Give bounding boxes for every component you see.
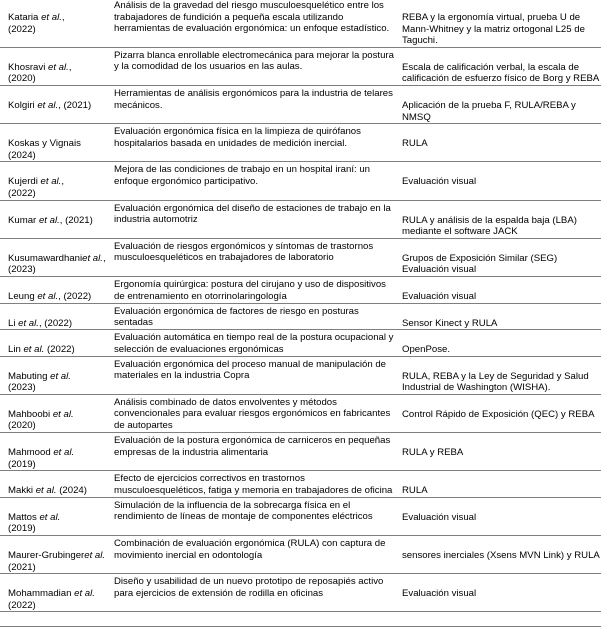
author-cell [0,276,106,303]
description-cell: Simulación de la influencia de la sobrecarga física en el rendimiento de líneas de montaje de componentes eléctricos [106,497,394,535]
author-et-al: et al. [39,511,61,523]
table-row [0,330,601,357]
description-cell: Diseño y usabilidad de un nuevo prototipo de reposapiés activo para ejercicios de extensión de rodilla en oficinas [106,574,394,612]
methods-cell: Evaluación visual [394,276,601,303]
author-name: Mahmood [8,447,54,459]
description-cell: Evaluación de la postura ergonómica de carniceros en pequeñas empresas de la industria alimentaria [106,433,394,471]
table-row [0,303,601,330]
author-name: Mattos [8,511,40,523]
author-et-al: et al. [52,408,74,420]
author-et-al: et al. [41,12,62,23]
table-row [0,471,601,498]
author-et-al: et al. [23,344,45,356]
author-cell [0,303,106,330]
table-row [0,85,601,123]
author-name: Kumar [8,214,39,226]
author-cell [0,124,106,162]
author-et-al: et al. [50,370,71,382]
author-year: , (2021) [58,99,92,111]
methods-cell: Evaluación visual [394,574,601,612]
methods-cell: OpenPose. [394,330,601,357]
methods-cell: RULA, REBA y la Ley de Seguridad y Salud Industrial de Washington (WISHA). [394,356,601,394]
table-row [0,200,601,238]
author-name: Koskas y Vignais [8,138,81,150]
author-et-al: et al. [53,447,75,459]
author-cell [0,162,106,200]
author-et-al: et al. [35,485,57,497]
table-row [0,276,601,303]
methods-cell: sensores inerciales (Xsens MVN Link) y RULA [394,536,601,574]
methods-cell [394,612,601,627]
author-year: , [61,176,65,188]
author-cell [0,471,106,498]
methods-cell: Evaluación visual [394,162,601,200]
author-name: Kataria [8,12,42,23]
methods-cell: REBA y la ergonomía virtual, prueba U de Mann-Whitney y la matriz ortogonal L25 de Taguchi. [394,0,601,47]
author-et-al: et al. [37,290,59,302]
author-name: Makki [8,485,36,497]
author-name: Lin [8,344,24,356]
description-cell [106,612,394,627]
table-row [0,497,601,535]
author-et-al: et al. [37,99,59,111]
author-cell [0,612,106,627]
author-name: Mohammadian [8,588,75,600]
author-year: (2020) [8,420,36,432]
table-row [0,433,601,471]
table-row [0,162,601,200]
author-year: , [61,12,65,23]
description-cell: Pizarra blanca enrollable electromecánica para mejorar la postura y la comodidad de los usuarios en las aulas. [106,47,394,85]
description-cell: Evaluación ergonómica del proceso manual de manipulación de materiales en la industria Copra [106,356,394,394]
author-name: Leung [8,290,38,302]
author-year: , (2022) [38,317,73,329]
description-cell: Herramientas de análisis ergonómicos para la industria de telares mecánicos. [106,85,394,123]
author-cell [0,85,106,123]
methods-cell: RULA [394,124,601,162]
description-cell: Ergonomía quirúrgica: postura del cirujano y uso de dispositivos de entrenamiento en otorrinolaringología [106,276,394,303]
author-name: Mabuting [8,370,51,382]
author-name: Mahboobi [8,408,53,420]
methods-cell: RULA [394,471,601,498]
description-cell: Evaluación de riesgos ergonómicos y síntomas de trastornos musculoesqueléticos en trabajadores de laboratorio [106,238,394,276]
author-year: (2019) [8,523,36,535]
description-cell: Análisis de la gravedad del riesgo musculoesquelético entre los trabajadores de fundición a pequeña escala utilizando herramientas de evaluación ergonómica: un enfoque estadístico. [106,0,394,47]
author-et-al: et al. [84,550,106,562]
author-name: Kujerdi [8,176,41,188]
author-et-al: et al. [74,588,95,600]
table-row [0,612,601,627]
author-name: Li [8,317,19,329]
author-cell [0,497,106,535]
author-et-al: et al. [18,317,39,329]
table-row [0,124,601,162]
table-row [0,574,601,612]
description-cell: Evaluación automática en tiempo real de la postura ocupacional y selección de evaluaciones ergonómicas [106,330,394,357]
author-year: , [68,61,72,73]
author-name: Maurer-Grubinger [8,550,85,562]
author-et-al: et al. [82,252,103,264]
methods-cell: Aplicación de la prueba F, RULA/REBA y NMSQ [394,85,601,123]
author-cell [0,574,106,612]
methods-cell: RULA y análisis de la espalda baja (LBA) mediante el software JACK [394,200,601,238]
author-year: (2022) [8,23,36,35]
table-row [0,394,601,432]
author-year: (2022) [44,344,75,356]
methods-cell: Sensor Kinect y RULA [394,303,601,330]
author-year: , (2022) [58,290,92,302]
author-cell [0,238,106,276]
author-year: (2021) [8,561,36,573]
description-cell: Evaluación ergonómica de factores de riesgo en posturas sentadas [106,303,394,330]
author-cell [0,47,106,85]
author-et-al: et al. [38,214,60,226]
description-cell: Evaluación ergonómica física en la limpieza de quirófanos hospitalarios basada en unidades de medición inercial. [106,124,394,162]
description-cell: Evaluación ergonómica del diseño de estaciones de trabajo en la industria automotriz [106,200,394,238]
description-cell: Mejora de las condiciones de trabajo en un hospital iraní: un enfoque ergonómico participativo. [106,162,394,200]
author-year: (2024) [56,485,87,497]
table-row [0,356,601,394]
methods-cell: Escala de calificación verbal, la escala de calificación de esfuerzo físico de Borg y REBA [394,47,601,85]
table-row [0,0,601,47]
author-cell [0,200,106,238]
methods-cell: Grupos de Exposición Similar (SEG) Evaluación visual [394,238,601,276]
author-year: (2022) [8,187,36,199]
author-year: , (2023) [8,252,106,276]
author-et-al: et al. [48,61,69,73]
table-row [0,238,601,276]
description-cell: Análisis combinado de datos envolventes y métodos convencionales para evaluar riesgos ergonómicos en fabricantes de autopartes [106,394,394,432]
description-cell: Efecto de ejercicios correctivos en trastornos musculoesqueléticos, fatiga y memoria en trabajadores de oficina [106,471,394,498]
author-name: Kolgiri [8,99,38,111]
methods-cell: Control Rápido de Exposición (QEC) y REBA [394,394,601,432]
author-cell [0,330,106,357]
methods-cell: RULA y REBA [394,433,601,471]
author-year: (2022) [8,599,36,611]
table-row [0,47,601,85]
author-cell [0,394,106,432]
author-cell [0,536,106,574]
author-year: (2024) [8,149,36,161]
author-year: (2019) [8,458,36,470]
author-cell [0,433,106,471]
author-year: (2023) [8,382,36,394]
methods-cell: Evaluación visual [394,497,601,535]
author-cell [0,356,106,394]
author-name: Kusumawardhani [8,252,83,264]
author-cell [0,0,106,47]
author-name: Khosravi [8,61,48,73]
description-cell: Combinación de evaluación ergonómica (RULA) con captura de movimiento inercial en odontología [106,536,394,574]
author-year: (2020) [8,73,36,85]
table-row [0,536,601,574]
author-et-al: et al. [40,176,62,188]
author-year: , (2021) [59,214,93,226]
